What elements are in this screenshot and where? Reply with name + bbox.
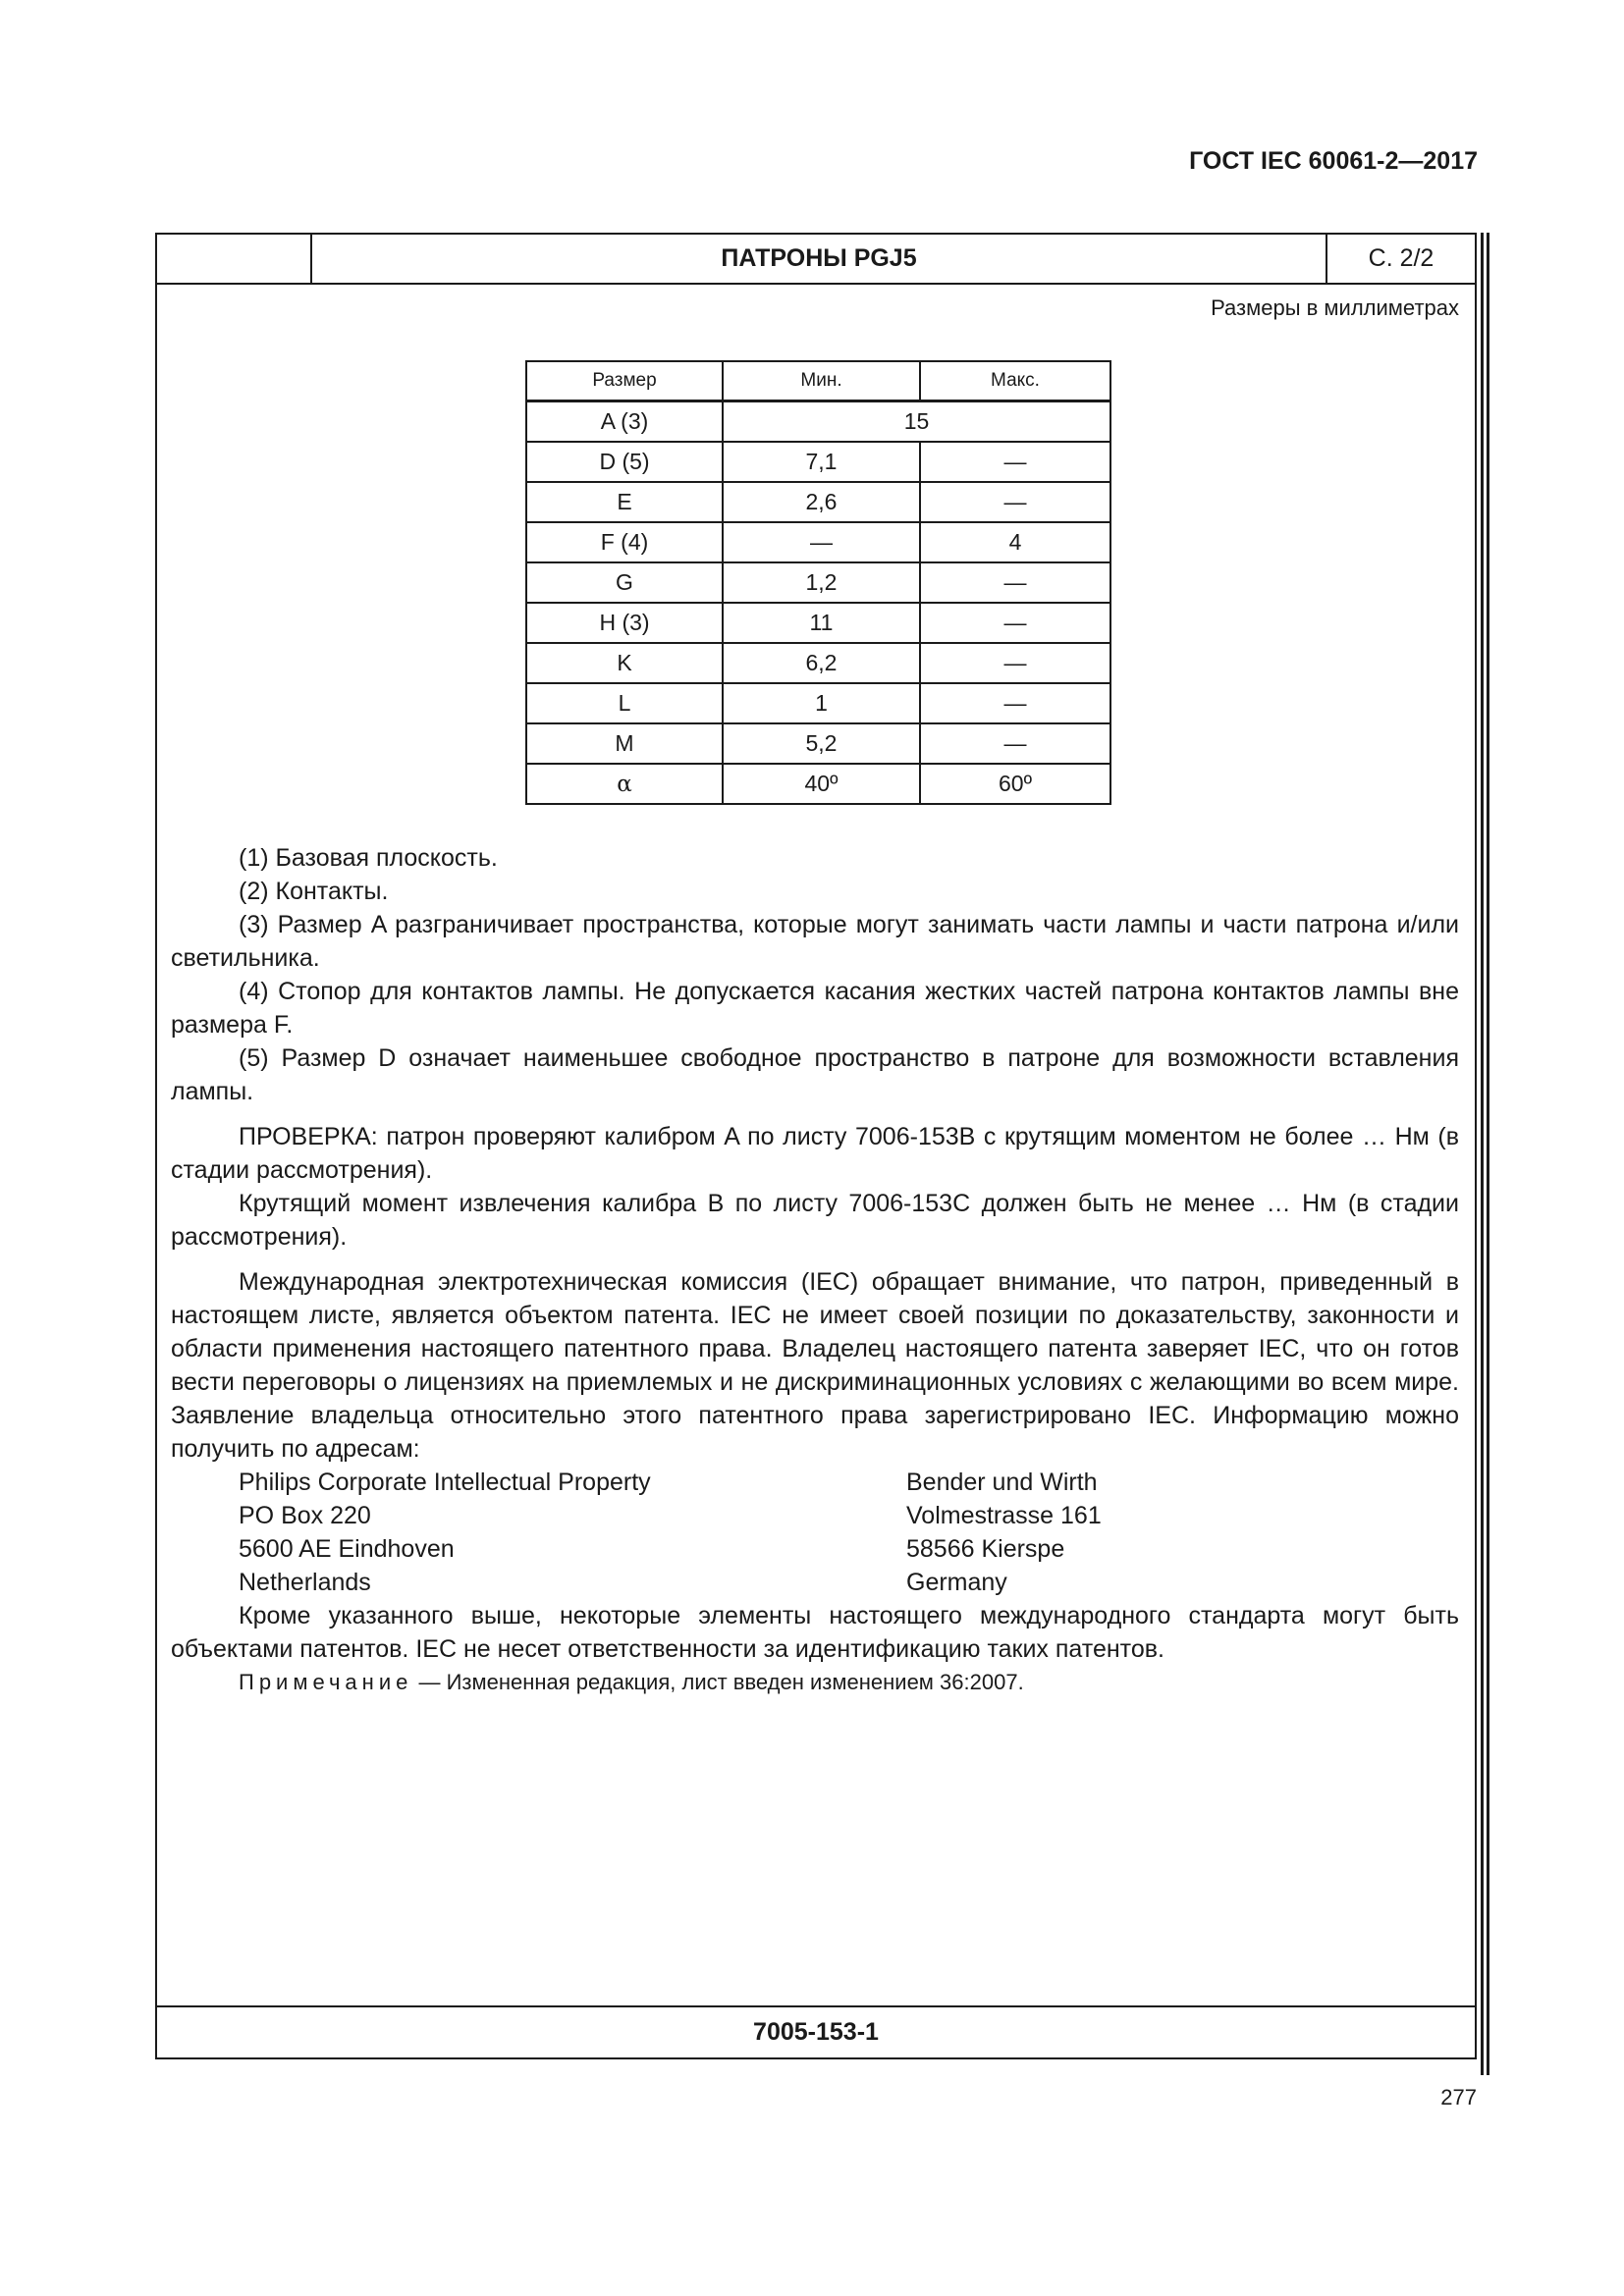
cell-dim: E	[526, 482, 723, 522]
footnote: (4) Стопор для контактов лампы. Не допускается касания жестких частей патрона контактов лампы вне размера F.	[171, 978, 1459, 1039]
cell-min: 1	[723, 683, 920, 723]
dimensions-note: Размеры в миллиметрах	[1211, 295, 1459, 320]
cell-dim: L	[526, 683, 723, 723]
cell-min: 1,2	[723, 562, 920, 603]
cell-dim: D (5)	[526, 442, 723, 482]
address-line: Volmestrasse 161	[906, 1502, 1102, 1529]
address-line: Netherlands	[239, 1569, 371, 1596]
sheet-frame	[155, 233, 1477, 2059]
sheet-header	[157, 235, 1475, 285]
dimensions-table	[525, 360, 1111, 805]
footnote: (5) Размер D означает наименьшее свободное пространство в патроне для возможности вставления лампы.	[171, 1044, 1459, 1105]
column-header-max: Макс.	[920, 361, 1110, 401]
cell-max: —	[920, 562, 1110, 603]
cell-dim: A (3)	[526, 401, 723, 443]
cell-dim: M	[526, 723, 723, 764]
table-row	[526, 562, 1110, 603]
standard-code: ГОСТ IEC 60061-2—2017	[1189, 147, 1478, 175]
cell-min: 5,2	[723, 723, 920, 764]
table-row	[526, 522, 1110, 562]
closing-paragraph: Кроме указанного выше, некоторые элементы настоящего международного стандарта могут быть объектами патентов. IEC не несет ответственности за идентификацию таких патентов.	[171, 1602, 1459, 1663]
cell-max: —	[920, 643, 1110, 683]
table-row	[526, 723, 1110, 764]
column-header-min: Мин.	[723, 361, 920, 401]
amendment-note	[171, 1666, 1459, 1699]
header-blank-cell	[157, 235, 312, 283]
cell-min: 7,1	[723, 442, 920, 482]
cell-max: 60º	[920, 764, 1110, 804]
cell-min: 6,2	[723, 643, 920, 683]
sheet-number: 7005-153-1	[157, 2005, 1475, 2057]
page-number: 277	[1440, 2085, 1477, 2109]
frame-edge-line	[1487, 233, 1489, 2075]
sheet-title: ПАТРОНЫ PGJ5	[312, 235, 1327, 283]
cell-max: —	[920, 442, 1110, 482]
table-row	[526, 683, 1110, 723]
cell-max: —	[920, 482, 1110, 522]
address-left	[239, 1466, 906, 1599]
check-paragraph: Крутящий момент извлечения калибра B по листу 7006-153C должен быть не менее … Нм (в стадии рассмотрения).	[171, 1190, 1459, 1251]
table-row	[526, 603, 1110, 643]
address-line: Bender und Wirth	[906, 1468, 1098, 1496]
cell-dim: α	[526, 764, 723, 804]
column-header-size: Размер	[526, 361, 723, 401]
cell-merged-value: 15	[723, 401, 1110, 443]
address-right	[906, 1466, 1319, 1599]
cell-max: —	[920, 683, 1110, 723]
cell-min: —	[723, 522, 920, 562]
cell-dim: G	[526, 562, 723, 603]
address-line: 58566 Kierspe	[906, 1535, 1065, 1563]
cell-max: —	[920, 723, 1110, 764]
cell-dim: H (3)	[526, 603, 723, 643]
table-row	[526, 643, 1110, 683]
address-line: PO Box 220	[239, 1502, 371, 1529]
table-row	[526, 764, 1110, 804]
footnote: (3) Размер A разграничивает пространства, которые могут занимать части лампы и части патрона и/или светильника.	[171, 911, 1459, 972]
frame-edge-line	[1481, 233, 1484, 2075]
sheet-page-indicator: С. 2/2	[1368, 244, 1435, 272]
table-row	[526, 401, 1110, 443]
address-block	[171, 1466, 1459, 1599]
cell-max: —	[920, 603, 1110, 643]
address-line: 5600 AE Eindhoven	[239, 1535, 455, 1563]
cell-min: 2,6	[723, 482, 920, 522]
note-text: — Измененная редакция, лист введен изменением 36:2007.	[412, 1670, 1024, 1694]
check-paragraph: ПРОВЕРКА: патрон проверяют калибром A по листу 7006-153B с крутящим моментом не более … Нм (в стадии рассмотрения).	[171, 1123, 1459, 1184]
cell-max: 4	[920, 522, 1110, 562]
sheet-body-text	[157, 841, 1475, 1699]
patent-paragraph: Международная электротехническая комиссия (IEC) обращает внимание, что патрон, приведенный в настоящем листе, является объектом патента. IEC не имеет своей позиции по доказательству, законности и области применения настоящего патентного права. Владелец настоящего патента заверяет IEC, что он готов вести переговоры о лицензиях на приемлемых и не дискриминационных условиях с желающими во всем мире. Заявление владельца относительно этого патентного права зарегистрировано IEC. Информацию можно получить по адресам:	[171, 1268, 1459, 1463]
table-row	[526, 442, 1110, 482]
cell-min: 11	[723, 603, 920, 643]
address-line: Philips Corporate Intellectual Property	[239, 1468, 651, 1496]
table-row	[526, 482, 1110, 522]
table-header-row	[526, 361, 1110, 401]
cell-dim: F (4)	[526, 522, 723, 562]
cell-dim: K	[526, 643, 723, 683]
address-line: Germany	[906, 1569, 1007, 1596]
note-label: Примечание	[239, 1670, 413, 1694]
footnote: (2) Контакты.	[239, 878, 389, 905]
cell-min: 40º	[723, 764, 920, 804]
footnote: (1) Базовая плоскость.	[239, 844, 498, 872]
